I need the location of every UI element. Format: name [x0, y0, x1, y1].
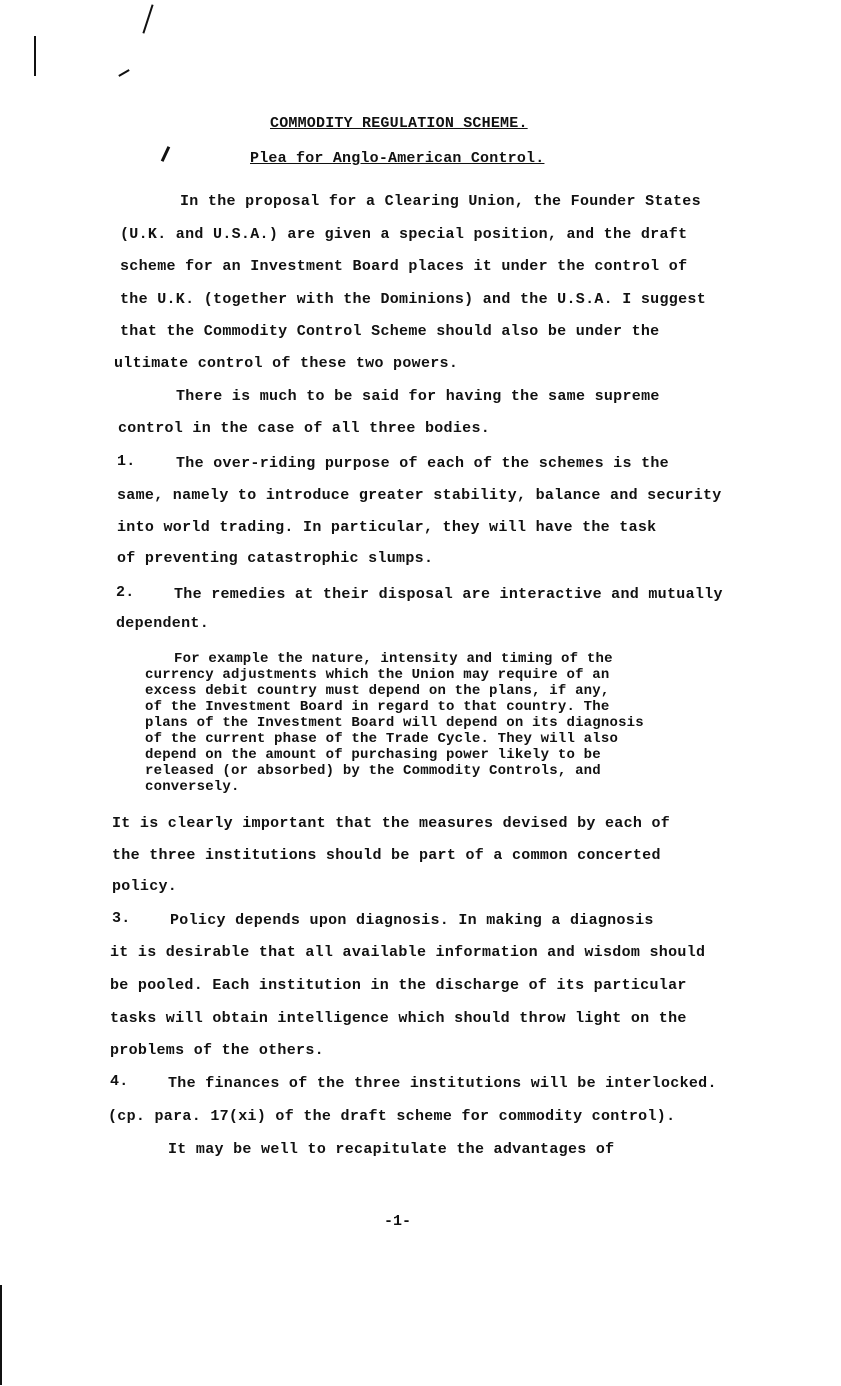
point3-line: problems of the others. — [110, 1042, 324, 1059]
quote-line: For example the nature, intensity and timing of the — [174, 651, 613, 667]
quote-line: released (or absorbed) by the Commodity Controls, and — [145, 763, 601, 779]
para3-line: It is clearly important that the measures devised by each of — [112, 815, 671, 832]
para1-line: the U.K. (together with the Dominions) and the U.S.A. I suggest — [120, 291, 706, 308]
quote-line: of the current phase of the Trade Cycle. They will also — [145, 731, 619, 747]
point3-line: Policy depends upon diagnosis. In making a diagnosis — [170, 912, 654, 929]
point3-line: be pooled. Each institution in the discharge of its particular — [110, 977, 687, 994]
pencil-mark-margin — [161, 146, 170, 162]
document-title: COMMODITY REGULATION SCHEME. — [270, 115, 528, 132]
pencil-mark-top — [142, 4, 153, 33]
para1-line: (U.K. and U.S.A.) are given a special position, and the draft — [120, 226, 688, 243]
point3-line: it is desirable that all available information and wisdom should — [110, 944, 706, 961]
point4-number: 4. — [110, 1073, 129, 1090]
point2-number: 2. — [116, 584, 135, 601]
point1-line: same, namely to introduce greater stability, balance and security — [117, 487, 722, 504]
quote-line: depend on the amount of purchasing power likely to be — [145, 747, 601, 763]
para3-line: policy. — [112, 878, 178, 895]
pencil-mark-bottom-edge — [0, 1285, 2, 1385]
point1-number: 1. — [117, 453, 136, 470]
point4-line: (cp. para. 17(xi) of the draft scheme for commodity control). — [108, 1108, 676, 1125]
quote-line: plans of the Investment Board will depend on its diagnosis — [145, 715, 644, 731]
para2-line: control in the case of all three bodies. — [118, 420, 491, 437]
point3-line: tasks will obtain intelligence which should throw light on the — [110, 1010, 687, 1027]
para4-line: It may be well to recapitulate the advantages of — [168, 1141, 615, 1158]
point1-line: into world trading. In particular, they will have the task — [117, 519, 657, 536]
para2-line: There is much to be said for having the same supreme — [176, 388, 660, 405]
quote-line: excess debit country must depend on the plans, if any, — [145, 683, 610, 699]
para1-line: scheme for an Investment Board places it under the control of — [120, 258, 688, 275]
point2-line: The remedies at their disposal are interactive and mutually — [174, 586, 723, 603]
point1-line: The over-riding purpose of each of the schemes is the — [176, 455, 669, 472]
para3-line: the three institutions should be part of a common concerted — [112, 847, 661, 864]
pencil-mark-small — [118, 69, 129, 77]
point1-line: of preventing catastrophic slumps. — [117, 550, 434, 567]
point2-line: dependent. — [116, 615, 210, 632]
point4-line: The finances of the three institutions will be interlocked. — [168, 1075, 717, 1092]
quote-line: currency adjustments which the Union may require of an — [145, 667, 610, 683]
para1-line: ultimate control of these two powers. — [114, 355, 459, 372]
pencil-mark-left-edge — [34, 36, 36, 76]
quote-line: conversely. — [145, 779, 240, 795]
page-number: -1- — [384, 1213, 412, 1230]
point3-number: 3. — [112, 910, 131, 927]
quote-line: of the Investment Board in regard to that country. The — [145, 699, 610, 715]
para1-line: In the proposal for a Clearing Union, the Founder States — [180, 193, 701, 210]
document-subtitle: Plea for Anglo-American Control. — [250, 150, 545, 167]
para1-line: that the Commodity Control Scheme should also be under the — [120, 323, 660, 340]
